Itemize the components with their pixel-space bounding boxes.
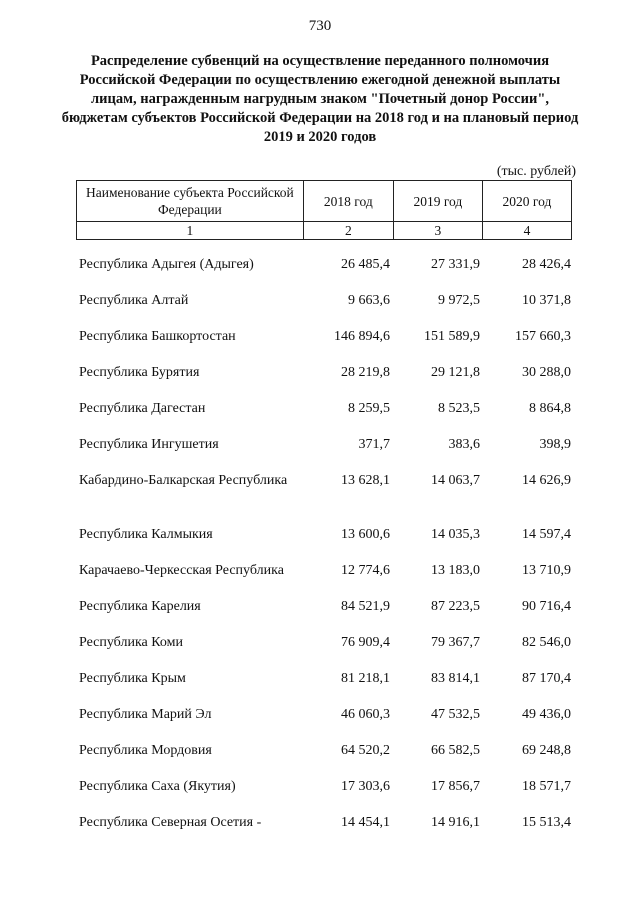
value-2020: 18 571,7: [522, 779, 571, 794]
value-2019: 87 223,5: [431, 599, 480, 614]
region-name: Республика Северная Осетия -: [79, 815, 262, 830]
table-row: [76, 802, 572, 838]
table-row: [76, 550, 572, 586]
document-title: Распределение субвенций на осуществление переданного полномочия Российской Федерации по осуществлению ежегодной денежной выплаты лицам, награжденным нагрудным знаком "Почетный донор России", бюджетам субъектов Российской Федерации на 2018 год и на плановый период 2019 и 2020 годов: [61, 53, 579, 145]
value-2020: 69 248,8: [522, 743, 571, 758]
value-2020: 8 864,8: [529, 401, 571, 416]
value-2019: 9 972,5: [438, 293, 480, 308]
value-2018: 8 259,5: [348, 401, 390, 416]
region-name: Республика Коми: [79, 635, 183, 650]
region-name: Республика Калмыкия: [79, 527, 213, 542]
column-number-1: 1: [77, 222, 304, 240]
table-row: [76, 514, 572, 550]
value-2020: 90 716,4: [522, 599, 571, 614]
table-header: [76, 180, 572, 240]
table-row: [76, 460, 572, 514]
value-2019: 17 856,7: [431, 779, 480, 794]
value-2018: 17 303,6: [341, 779, 390, 794]
table-row: [76, 352, 572, 388]
value-2019: 83 814,1: [431, 671, 480, 686]
value-2020: 15 513,4: [522, 815, 571, 830]
region-name: Республика Бурятия: [79, 365, 200, 380]
header-2018: 2018 год: [303, 181, 393, 222]
value-2019: 151 589,9: [424, 329, 480, 344]
table-row: [76, 244, 572, 280]
region-name: Республика Мордовия: [79, 743, 212, 758]
table-row: [76, 586, 572, 622]
value-2019: 383,6: [448, 437, 480, 452]
value-2018: 13 600,6: [341, 527, 390, 542]
value-2018: 9 663,6: [348, 293, 390, 308]
value-2019: 13 183,0: [431, 563, 480, 578]
header-row: [77, 181, 572, 222]
value-2020: 14 626,9: [522, 473, 571, 488]
value-2018: 13 628,1: [341, 473, 390, 488]
table-row: [76, 658, 572, 694]
value-2019: 29 121,8: [431, 365, 480, 380]
value-2018: 26 485,4: [341, 257, 390, 272]
region-name: Карачаево-Черкесская Республика: [79, 563, 284, 578]
region-name: Республика Адыгея (Адыгея): [79, 257, 254, 272]
table-row: [76, 424, 572, 460]
value-2019: 79 367,7: [431, 635, 480, 650]
table-row: [76, 694, 572, 730]
column-number-4: 4: [482, 222, 571, 240]
region-name: Республика Башкортостан: [79, 329, 236, 344]
value-2018: 146 894,6: [334, 329, 390, 344]
table-row: [76, 622, 572, 658]
value-2019: 47 532,5: [431, 707, 480, 722]
value-2019: 14 063,7: [431, 473, 480, 488]
table-row: [76, 766, 572, 802]
value-2019: 66 582,5: [431, 743, 480, 758]
value-2019: 8 523,5: [438, 401, 480, 416]
value-2018: 46 060,3: [341, 707, 390, 722]
column-number-row: [77, 222, 572, 240]
value-2018: 81 218,1: [341, 671, 390, 686]
value-2020: 13 710,9: [522, 563, 571, 578]
region-name: Республика Марий Эл: [79, 707, 212, 722]
header-name: Наименование субъекта Российской Федерации: [77, 181, 304, 222]
region-name: Республика Карелия: [79, 599, 201, 614]
value-2018: 12 774,6: [341, 563, 390, 578]
value-2020: 10 371,8: [522, 293, 571, 308]
header-2020: 2020 год: [482, 181, 571, 222]
value-2020: 398,9: [539, 437, 571, 452]
page-number: 730: [308, 18, 332, 34]
value-2020: 87 170,4: [522, 671, 571, 686]
value-2018: 64 520,2: [341, 743, 390, 758]
value-2020: 14 597,4: [522, 527, 571, 542]
value-2020: 30 288,0: [522, 365, 571, 380]
region-name: Республика Дагестан: [79, 401, 206, 416]
region-name: Республика Алтай: [79, 293, 189, 308]
table-row: [76, 280, 572, 316]
table-row: [76, 316, 572, 352]
region-name: Республика Ингушетия: [79, 437, 219, 452]
header-2019: 2019 год: [393, 181, 482, 222]
value-2019: 14 035,3: [431, 527, 480, 542]
region-name: Республика Крым: [79, 671, 186, 686]
value-2018: 28 219,8: [341, 365, 390, 380]
value-2019: 27 331,9: [431, 257, 480, 272]
value-2020: 49 436,0: [522, 707, 571, 722]
units-label: (тыс. рублей): [496, 164, 576, 179]
region-name: Кабардино-Балкарская Республика: [79, 473, 288, 488]
region-name: Республика Саха (Якутия): [79, 779, 236, 794]
value-2020: 157 660,3: [515, 329, 571, 344]
value-2020: 82 546,0: [522, 635, 571, 650]
column-number-3: 3: [393, 222, 482, 240]
table-row: [76, 730, 572, 766]
value-2018: 76 909,4: [341, 635, 390, 650]
value-2018: 371,7: [358, 437, 390, 452]
value-2020: 28 426,4: [522, 257, 571, 272]
column-number-2: 2: [303, 222, 393, 240]
value-2018: 14 454,1: [341, 815, 390, 830]
table-body: [76, 244, 572, 838]
table-row: [76, 388, 572, 424]
value-2019: 14 916,1: [431, 815, 480, 830]
value-2018: 84 521,9: [341, 599, 390, 614]
